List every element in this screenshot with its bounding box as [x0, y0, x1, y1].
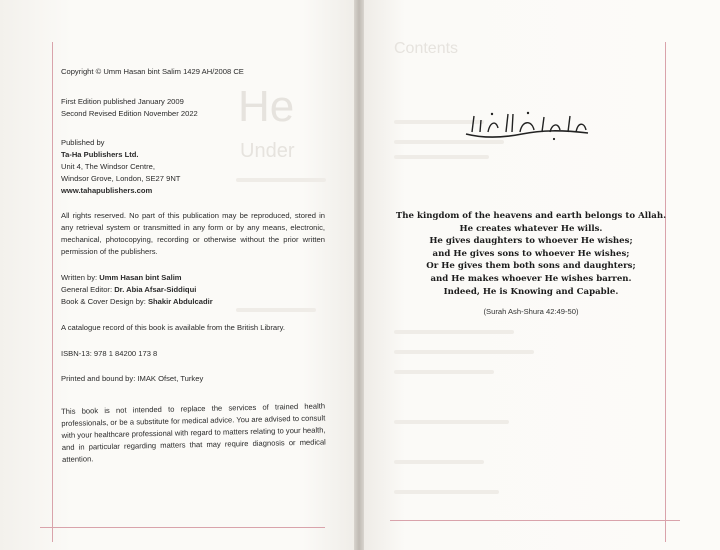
verse-line: Or He gives them both sons and daughters; — [426, 261, 636, 272]
catalogue-note: A catalogue record of this book is available from the British Library. — [61, 323, 285, 332]
bleed-through-line — [394, 155, 489, 159]
credit-writer — [61, 272, 325, 284]
bleed-through-line — [394, 420, 509, 424]
rights-statement: All rights reserved. No part of this publication may be reproduced, stored in any retrieval system or transmitted in any form or by any means, electronic, mechanical, photocopying, recording or otherwise without the prior written permission of the publishers. — [61, 211, 325, 256]
credit-label: General Editor: — [61, 285, 115, 294]
credit-value: Dr. Abia Afsar-Siddiqui — [114, 285, 197, 294]
bleed-through-subtitle: Under — [240, 140, 295, 162]
bismillah-text: بِسْمِ اللَّهِ الرَّحْمَٰنِ الرَّحِيمِ — [527, 141, 538, 142]
trim-mark — [40, 527, 325, 528]
verse-line: and He gives sons to whoever He wishes; — [432, 248, 630, 259]
bleed-through-line — [394, 490, 499, 494]
bleed-through-contents: Contents — [394, 40, 459, 57]
edition-block — [61, 96, 325, 120]
bleed-through-title: He — [238, 82, 295, 131]
credit-value: Umm Hasan bint Salim — [99, 273, 182, 282]
bleed-through-line — [394, 460, 484, 464]
verse-line: He gives daughters to whoever He wishes; — [429, 236, 633, 247]
publisher-block — [61, 137, 325, 197]
verse-line: and He makes whoever He wishes barren. — [430, 273, 632, 284]
trim-mark — [52, 42, 53, 542]
address-line: Unit 4, The Windsor Centre, — [61, 162, 155, 171]
verse-line: He creates whatever He wills. — [459, 223, 603, 234]
first-edition: First Edition published January 2009 — [61, 97, 184, 106]
credit-designer — [61, 296, 325, 308]
credit-label: Book & Cover Design by: — [61, 297, 148, 306]
publisher-website: www.tahapublishers.com — [61, 186, 153, 195]
verse-reference: (Surah Ash-Shura 42:49-50) — [483, 307, 579, 316]
book-gutter — [354, 0, 364, 550]
copyright-line: Copyright © Umm Hasan bint Salim 1429 AH/2008 CE — [61, 67, 244, 76]
credit-editor — [61, 284, 325, 296]
credit-value: Shakir Abdulcadir — [147, 297, 213, 306]
printer-info: Printed and bound by: IMAK Ofset, Turkey — [61, 374, 204, 383]
bismillah-calligraphy — [462, 108, 592, 142]
bleed-through-line — [236, 308, 316, 312]
bleed-through-line — [394, 330, 514, 334]
published-by-label: Published by — [61, 138, 105, 147]
bleed-through-line — [394, 350, 534, 354]
credit-label: Written by: — [61, 273, 100, 282]
verse-line: Indeed, He is Knowing and Capable. — [443, 286, 619, 297]
verse-line: The kingdom of the heavens and earth belongs to Allah. — [395, 211, 667, 221]
second-edition: Second Revised Edition November 2022 — [61, 109, 198, 118]
quran-verse — [392, 210, 670, 298]
trim-mark — [390, 520, 680, 521]
credits-block — [61, 272, 325, 308]
address-line: Windsor Grove, London, SE27 9NT — [61, 174, 181, 183]
medical-disclaimer: This book is not intended to replace the services of trained health professionals, or be a substitute for medical advice. You are advised to consult with your healthcare professional with regard to matters relating to your health, and in particular regarding matters that may require diagnosis or medical attention. — [61, 401, 326, 464]
publisher-name: Ta-Ha Publishers Ltd. — [61, 150, 139, 159]
bleed-through-line — [394, 370, 494, 374]
isbn: ISBN-13: 978 1 84200 173 8 — [61, 349, 158, 358]
